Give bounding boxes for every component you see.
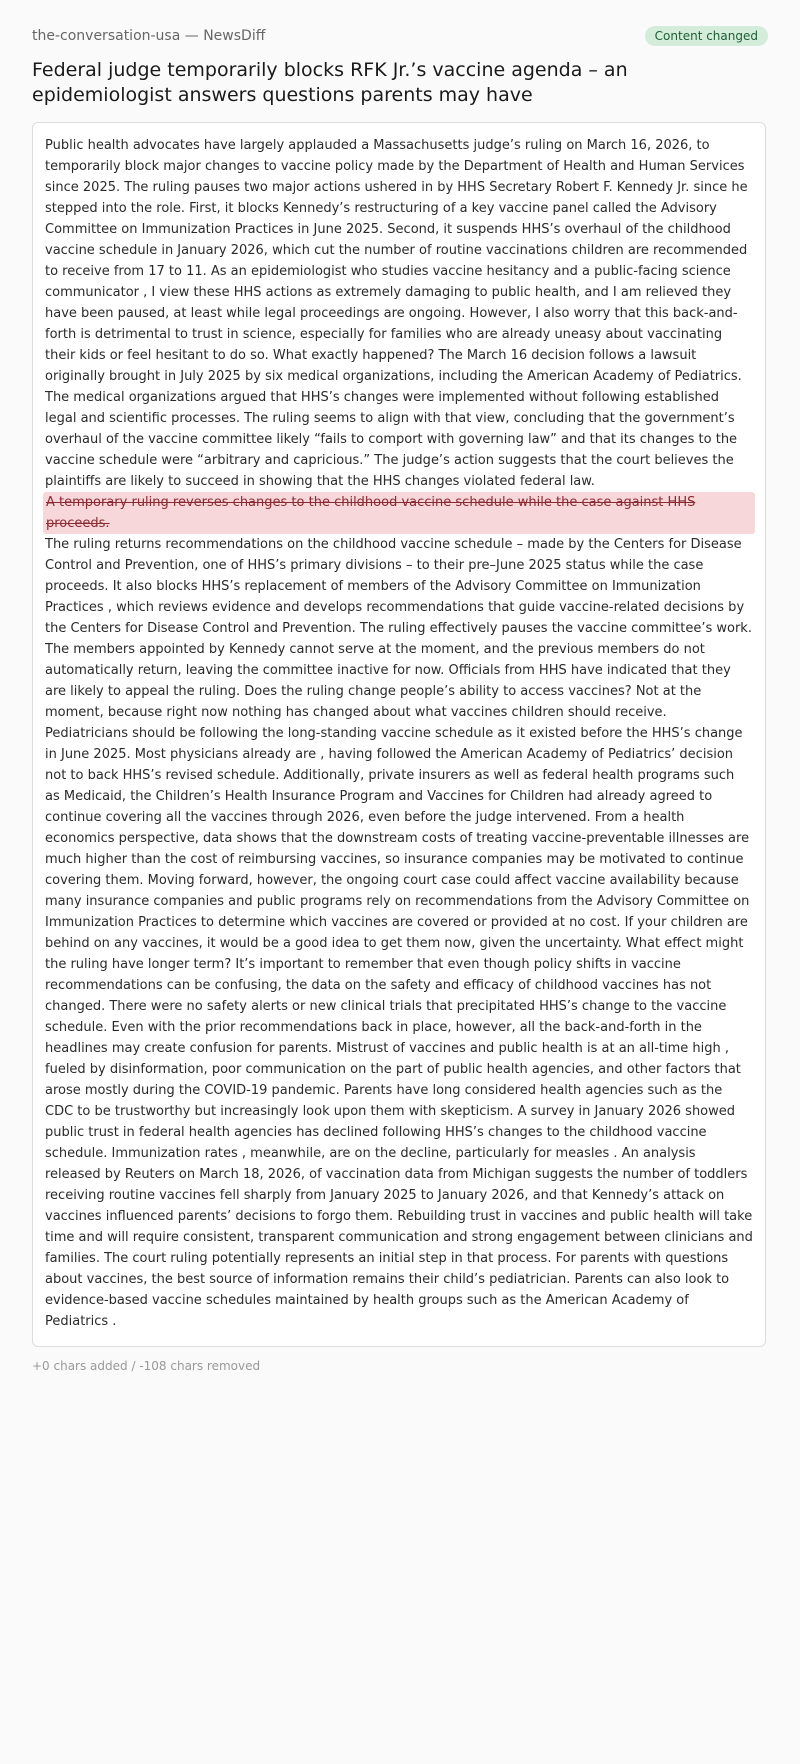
removed-text: A temporary ruling reverses changes to the childhood vaccine schedule while the case against HHS proceeds. [43,492,755,534]
unchanged-text: The ruling returns recommendations on the childhood vaccine schedule – made by the Centers for Disease Control and Prevention, one of HHS’s primary divisions – to their pre–June 2025 status while the case proceeds. It also blocks HHS’s replacement of members of the Advisory Committee on Immunization Practices , which reviews evidence and develops recommendations that guide vaccine-related decisions by the Centers for Disease Control and Prevention. The ruling effectively pauses the vaccine committee’s work. The members appointed by Kennedy cannot serve at the moment, and the previous members do not automatically return, leaving the committee inactive for now. Officials from HHS have indicated that they are likely to appeal the ruling. Does the ruling change people’s ability to access vaccines? Not at the moment, because right now nothing has changed about what vaccines children should receive. Pediatricians should be following the long-standing vaccine schedule as it existed before the HHS’s change in June 2025. Most physicians already are , having followed the American Academy of Pediatrics’ decision not to back HHS’s revised schedule. Additionally, private insurers as well as federal health programs such as Medicaid, the Children’s Health Insurance Program and Vaccines for Children had already agreed to continue covering all the vaccines through 2026, even before the judge intervened. From a health economics perspective, data shows that the downstream costs of treating vaccine-preventable illnesses are much higher than the cost of reimbursing vaccines, so insurance companies may be motivated to continue covering them. Moving forward, however, the ongoing court case could affect vaccine availability because many insurance companies and public programs rely on recommendations from the Advisory Committee on Immunization Practices to determine which vaccines are covered or provided at no cost. If your children are behind on any vaccines, it would be a good idea to get them now, given the uncertainty. What effect might the ruling have longer term? It’s important to remember that even though policy shifts in vaccine recommendations can be confusing, the data on the safety and efficacy of childhood vaccines has not changed. There were no safety alerts or new clinical trials that precipitated HHS’s change to the vaccine schedule. Even with the prior recommendations back in place, however, all the back-and-forth in the headlines may create confusion for parents. Mistrust of vaccines and public health is at an all-time high , fueled by disinformation, poor communication on the part of public health agencies, and other factors that arose mostly during the COVID-19 pandemic. Parents have long considered health agencies such as the CDC to be trustworthy but increasingly look upon them with skepticism. A survey in January 2026 showed public trust in federal health agencies has declined following HHS’s changes to the childhood vaccine schedule. Immunization rates , meanwhile, are on the decline, particularly for measles . An analysis released by Reuters on March 18, 2026, of vaccination data from Michigan suggests the number of toddlers receiving routine vaccines fell sharply from January 2025 to January 2026, and that Kennedy’s attack on vaccines influenced parents’ decisions to forgo them. Rebuilding trust in vaccines and public health will take time and will require consistent, transparent communication and strong engagement between clinicians and families. The court ruling potentially represents an initial step in that process. For parents with questions about vaccines, the best source of information remains their child’s pediatrician. Parents can also look to evidence-based vaccine schedules maintained by health groups such as the American Academy of Pediatrics . [45,537,753,1329]
header-bar [32,26,768,46]
diff-summary: +0 chars added / -108 chars removed [32,1359,261,1373]
unchanged-text: Public health advocates have largely applauded a Massachusetts judge’s ruling on March 16, 2026, to temporarily block major changes to vaccine policy made by the Department of Health and Human Services since 2025. The ruling pauses two major actions ushered in by HHS Secretary Robert F. Kennedy Jr. since he stepped into the role. First, it blocks Kennedy’s restructuring of a key vaccine panel called the Advisory Committee on Immunization Practices in June 2025. Second, it suspends HHS’s overhaul of the childhood vaccine schedule in January 2026, which cut the number of routine vaccinations children are recommended to receive from 17 to 11. As an epidemiologist who studies vaccine hesitancy and a public-facing science communicator , I view these HHS actions as extremely damaging to public health, and I am relieved they have been paused, at least while legal proceedings are ongoing. However, I also worry that this back-and-forth is detrimental to trust in science, especially for families who are already uneasy about vaccinating their kids or feel hesitant to do so. What exactly happened? The March 16 decision follows a lawsuit originally brought in July 2025 by six medical organizations, including the American Academy of Pediatrics. The medical organizations argued that HHS’s changes were implemented without following established legal and scientific processes. The ruling seems to align with that view, concluding that the government’s overhaul of the vaccine committee likely “fails to comport with governing law” and that its changes to the vaccine schedule were “arbitrary and capricious.” The judge’s action suggests that the court believes the plaintiffs are likely to succeed in showing that the HHS changes violated federal law. [45,138,748,489]
source-label: the-conversation-usa — NewsDiff [32,28,266,44]
status-badge: Content changed [645,26,768,46]
page-title: Federal judge temporarily blocks RFK Jr.’s vaccine agenda – an epidemiologist answers questions parents may have [32,59,628,106]
diff-content [32,122,766,1347]
